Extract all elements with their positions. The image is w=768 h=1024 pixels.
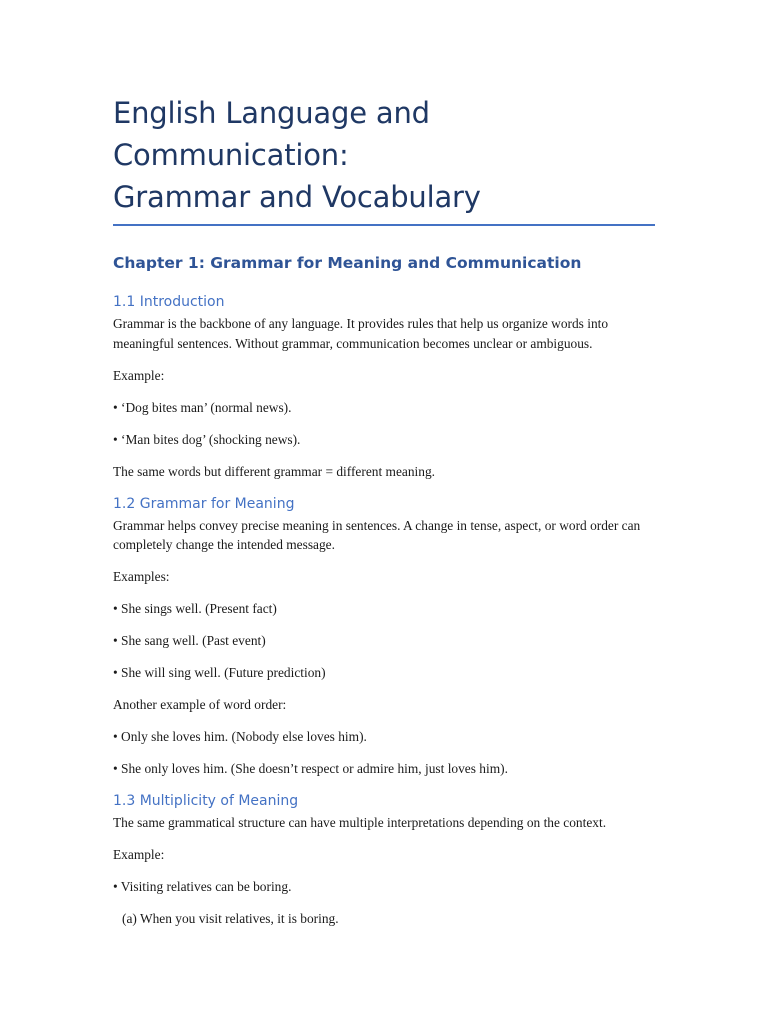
- paragraph: Grammar is the backbone of any language. It provides rules that help us organize words into meaningful sentences. Without grammar, communication becomes unclear or ambiguous.: [113, 316, 609, 351]
- paragraph: The same grammatical structure can have multiple interpretations depending on the context.: [113, 815, 607, 830]
- title-divider: [113, 224, 655, 226]
- chapter-heading: Chapter 1: Grammar for Meaning and Communication: [113, 254, 582, 272]
- list-item: • ‘Man bites dog’ (shocking news).: [113, 431, 301, 447]
- document-title-line-2: Grammar and Vocabulary: [113, 180, 481, 214]
- list-item: • Only she loves him. (Nobody else loves him).: [113, 729, 367, 744]
- paragraph: Example:: [113, 847, 165, 862]
- paragraph: Grammar helps convey precise meaning in sentences. A change in tense, aspect, or word order can completely change the intended message.: [113, 517, 641, 552]
- list-item: • She only loves him. (She doesn’t respect or admire him, just loves him).: [113, 761, 508, 776]
- section-heading-grammar-for-meaning: 1.2 Grammar for Meaning: [113, 495, 295, 512]
- list-item: • ‘Dog bites man’ (normal news).: [113, 399, 292, 415]
- list-item: • She sings well. (Present fact): [113, 601, 277, 616]
- sub-list-item: (a) When you visit relatives, it is boring.: [122, 911, 339, 926]
- list-item: • She will sing well. (Future prediction): [113, 665, 326, 680]
- section-heading-multiplicity-of-meaning: 1.3 Multiplicity of Meaning: [113, 793, 299, 809]
- document-page: [113, 92, 655, 941]
- paragraph: Example:: [113, 367, 165, 383]
- paragraph: Examples:: [113, 569, 170, 584]
- section-heading-introduction: 1.1 Introduction: [113, 294, 225, 310]
- list-item: • Visiting relatives can be boring.: [113, 879, 292, 894]
- paragraph: The same words but different grammar = different meaning.: [113, 463, 436, 479]
- document-title: [113, 92, 655, 224]
- document-title-line-1: English Language and Communication:: [113, 96, 430, 172]
- list-item: • She sang well. (Past event): [113, 633, 266, 648]
- paragraph: Another example of word order:: [113, 697, 287, 712]
